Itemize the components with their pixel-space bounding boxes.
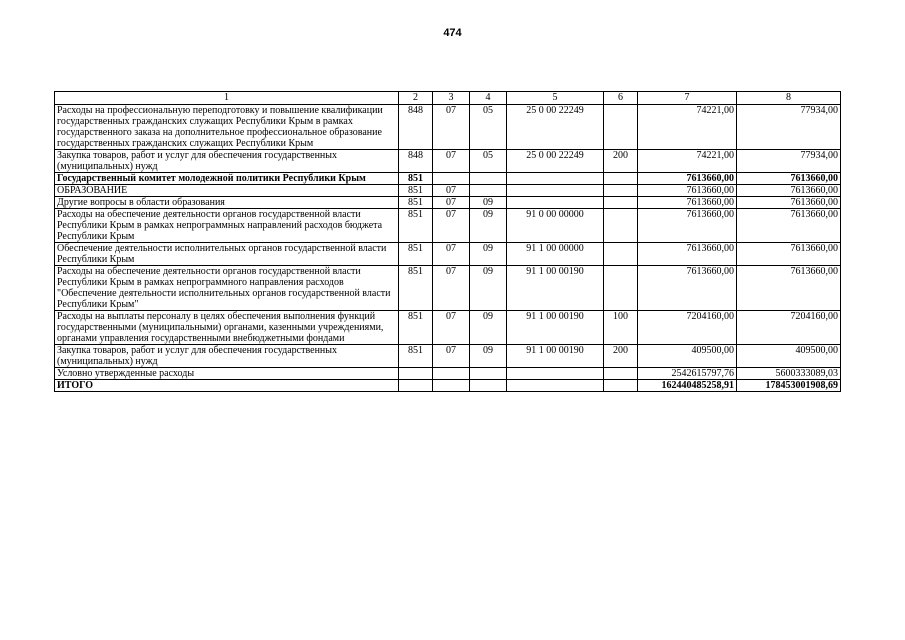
cell-ministry-code: 851 [399,209,433,243]
cell-subsection-code: 09 [470,266,507,311]
cell-section-code: 07 [433,105,470,150]
cell-amount-year-2: 77934,00 [737,105,841,150]
row-name: Расходы на выплаты персоналу в целях обеспечения выполнения функций государственными (муниципальными) органами, казенными учреждениями, органами управления государственными внебюджетными фондами [55,311,399,345]
cell-ministry-code [399,380,433,392]
cell-expense-type [604,185,638,197]
cell-amount-year-2: 77934,00 [737,150,841,173]
cell-amount-year-1: 162440485258,91 [638,380,737,392]
cell-target-code [507,368,604,380]
cell-subsection-code [470,185,507,197]
cell-subsection-code: 05 [470,150,507,173]
cell-section-code: 07 [433,185,470,197]
row-name: Расходы на профессиональную переподготовку и повышение квалификации государственных гражданских служащих Республики Крым в рамках государственного заказа на дополнительное профессиональное образование государственных гражданских служащих Республики Крым [55,105,399,150]
table-row [55,173,841,185]
cell-ministry-code: 851 [399,173,433,185]
cell-amount-year-1: 7613660,00 [638,266,737,311]
row-name: Расходы на обеспечение деятельности органов государственной власти Республики Крым в рамках непрограммного направления расходов "Обеспечение деятельности исполнительных органов государственной власти Республики Крым" [55,266,399,311]
cell-amount-year-1: 74221,00 [638,105,737,150]
column-header: 6 [604,92,638,105]
row-name: Государственный комитет молодежной политики Республики Крым [55,173,399,185]
cell-amount-year-2: 7613660,00 [737,185,841,197]
cell-ministry-code [399,368,433,380]
cell-amount-year-2: 178453001908,69 [737,380,841,392]
cell-amount-year-1: 74221,00 [638,150,737,173]
cell-expense-type [604,243,638,266]
cell-expense-type: 200 [604,345,638,368]
cell-target-code: 91 1 00 00190 [507,345,604,368]
cell-subsection-code: 09 [470,197,507,209]
cell-subsection-code [470,380,507,392]
cell-section-code [433,380,470,392]
column-header: 4 [470,92,507,105]
cell-amount-year-2: 7613660,00 [737,243,841,266]
cell-section-code [433,173,470,185]
cell-amount-year-1: 409500,00 [638,345,737,368]
row-name: Другие вопросы в области образования [55,197,399,209]
cell-ministry-code: 848 [399,105,433,150]
row-name: Расходы на обеспечение деятельности органов государственной власти Республики Крым в рамках непрограммных направлений расходов бюджета Республики Крым [55,209,399,243]
table-row [55,197,841,209]
cell-amount-year-2: 7613660,00 [737,266,841,311]
table-row [55,368,841,380]
table-row [55,380,841,392]
table-row [55,185,841,197]
cell-subsection-code: 09 [470,311,507,345]
table-row [55,209,841,243]
budget-table [54,91,841,392]
cell-target-code [507,185,604,197]
cell-amount-year-2: 7204160,00 [737,311,841,345]
row-name: ИТОГО [55,380,399,392]
cell-target-code: 91 0 00 00000 [507,209,604,243]
cell-ministry-code: 851 [399,243,433,266]
cell-target-code [507,173,604,185]
cell-amount-year-2: 7613660,00 [737,197,841,209]
cell-subsection-code: 09 [470,243,507,266]
table-row [55,105,841,150]
cell-amount-year-1: 7613660,00 [638,197,737,209]
cell-expense-type [604,266,638,311]
cell-amount-year-2: 409500,00 [737,345,841,368]
cell-amount-year-1: 7204160,00 [638,311,737,345]
cell-amount-year-1: 2542615797,76 [638,368,737,380]
table-row [55,311,841,345]
cell-ministry-code: 851 [399,311,433,345]
column-header: 2 [399,92,433,105]
cell-ministry-code: 851 [399,197,433,209]
cell-target-code [507,380,604,392]
cell-amount-year-2: 7613660,00 [737,173,841,185]
column-header: 7 [638,92,737,105]
cell-amount-year-1: 7613660,00 [638,185,737,197]
cell-target-code: 25 0 00 22249 [507,105,604,150]
column-header: 1 [55,92,399,105]
cell-subsection-code [470,368,507,380]
table-row [55,150,841,173]
row-name: Условно утвержденные расходы [55,368,399,380]
cell-target-code [507,197,604,209]
cell-expense-type: 200 [604,150,638,173]
cell-ministry-code: 848 [399,150,433,173]
row-name: Обеспечение деятельности исполнительных органов государственной власти Республики Крым [55,243,399,266]
row-name: Закупка товаров, работ и услуг для обеспечения государственных (муниципальных) нужд [55,345,399,368]
cell-section-code: 07 [433,150,470,173]
cell-expense-type: 100 [604,311,638,345]
cell-expense-type [604,173,638,185]
cell-ministry-code: 851 [399,266,433,311]
cell-section-code: 07 [433,345,470,368]
cell-expense-type [604,368,638,380]
cell-ministry-code: 851 [399,185,433,197]
cell-target-code: 91 1 00 00190 [507,266,604,311]
cell-amount-year-1: 7613660,00 [638,209,737,243]
cell-subsection-code: 05 [470,105,507,150]
cell-section-code: 07 [433,266,470,311]
row-name: ОБРАЗОВАНИЕ [55,185,399,197]
table-row [55,266,841,311]
cell-subsection-code: 09 [470,209,507,243]
page-number: 474 [443,27,462,39]
cell-amount-year-2: 5600333089,03 [737,368,841,380]
cell-expense-type [604,105,638,150]
cell-expense-type [604,209,638,243]
cell-amount-year-1: 7613660,00 [638,243,737,266]
column-header: 5 [507,92,604,105]
cell-subsection-code [470,173,507,185]
cell-section-code: 07 [433,311,470,345]
cell-section-code: 07 [433,197,470,209]
table-header-row [55,92,841,105]
table-row [55,243,841,266]
cell-subsection-code: 09 [470,345,507,368]
cell-section-code: 07 [433,209,470,243]
row-name: Закупка товаров, работ и услуг для обеспечения государственных (муниципальных) нужд [55,150,399,173]
cell-target-code: 91 1 00 00190 [507,311,604,345]
cell-section-code: 07 [433,243,470,266]
cell-ministry-code: 851 [399,345,433,368]
cell-expense-type [604,380,638,392]
column-header: 3 [433,92,470,105]
cell-amount-year-2: 7613660,00 [737,209,841,243]
cell-section-code [433,368,470,380]
cell-target-code: 91 1 00 00000 [507,243,604,266]
column-header: 8 [737,92,841,105]
cell-expense-type [604,197,638,209]
cell-amount-year-1: 7613660,00 [638,173,737,185]
table-row [55,345,841,368]
cell-target-code: 25 0 00 22249 [507,150,604,173]
